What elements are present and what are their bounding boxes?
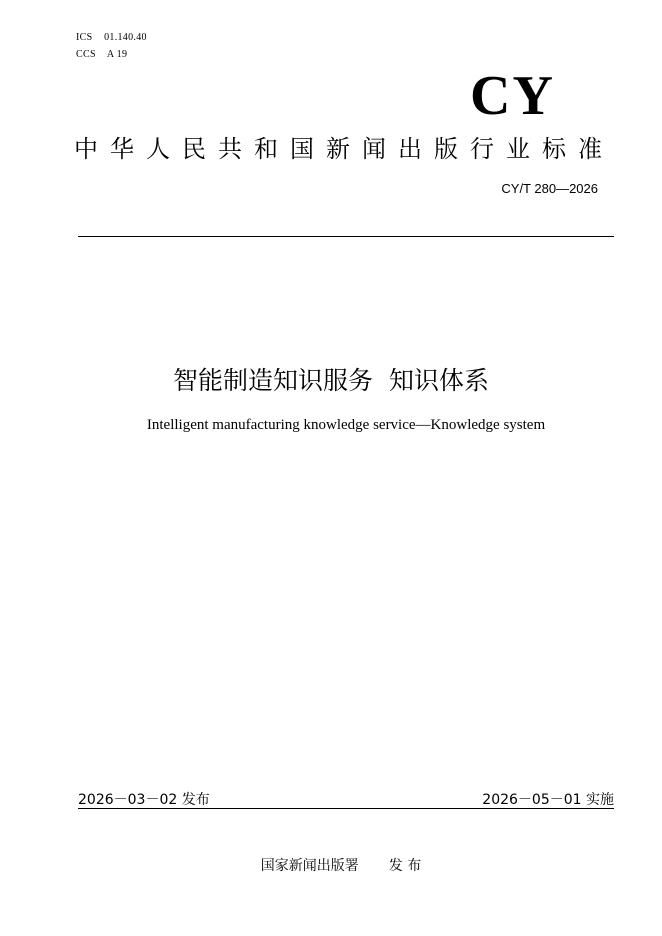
ccs-value: A 19 [106, 49, 128, 60]
ics-label: ICS [76, 32, 93, 43]
ccs-label: CCS [76, 49, 96, 60]
ics-value: 01.140.40 [104, 32, 147, 43]
cy-logo: CY [470, 65, 555, 127]
org-title: 中华人民共和国新闻出版行业标准 [74, 135, 614, 163]
issuer-line [0, 855, 662, 875]
publish-date: 2026－03－02 发布 [78, 792, 210, 808]
implement-date: 2026－05－01 实施 [482, 792, 614, 808]
document-title-english: Intelligent manufacturing knowledge service—Knowledge system [146, 417, 546, 433]
footer-divider [78, 808, 614, 809]
ccs-line [76, 49, 127, 60]
issuer-name: 国家新闻出版署 [260, 858, 359, 874]
issuer-action: 发 布 [388, 858, 422, 874]
document-title-chinese: 智能制造知识服务 知识体系 [173, 366, 489, 395]
ics-line [76, 32, 147, 43]
header-divider [78, 236, 614, 237]
standard-number: CY/T 280—2026 [501, 181, 598, 196]
